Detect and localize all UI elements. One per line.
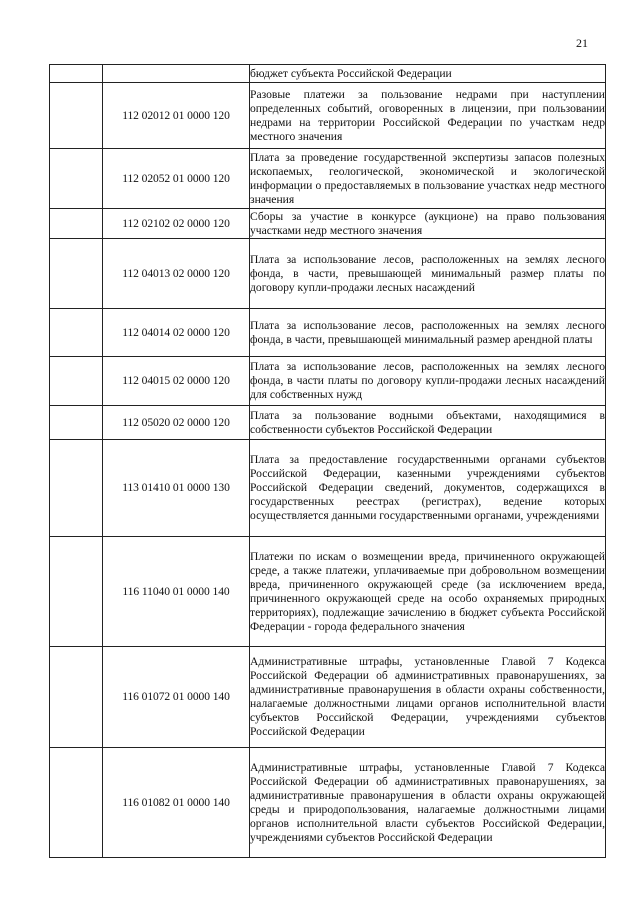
table-row xyxy=(50,309,606,357)
revenue-description-cell: Разовые платежи за пользование недрами при наступлении определенных событий, оговоренных в лицензии, при пользовании недрами на территории Российской Федерации по участкам недр местного значения xyxy=(250,83,606,149)
revenue-description-cell: Плата за проведение государственной экспертизы запасов полезных ископаемых, геологической, экономической и экологической информации о предоставляемых в пользование участках недр местного значения xyxy=(250,149,606,209)
revenue-code-cell: 116 01072 01 0000 140 xyxy=(103,647,250,748)
empty-cell xyxy=(50,406,103,440)
table-row xyxy=(50,440,606,537)
empty-cell xyxy=(50,440,103,537)
revenue-code-cell: 112 04014 02 0000 120 xyxy=(103,309,250,357)
empty-cell xyxy=(50,149,103,209)
table-row xyxy=(50,149,606,209)
revenue-code-cell: 112 04015 02 0000 120 xyxy=(103,357,250,406)
budget-revenue-table xyxy=(49,64,606,858)
revenue-code-cell: 112 05020 02 0000 120 xyxy=(103,406,250,440)
revenue-description-cell: Платежи по искам о возмещении вреда, причиненного окружающей среде, а также платежи, уплачиваемые при добровольном возмещении вреда, причиненного окружающей среде (за исключением вреда, причиненного окружающей среде на особо охраняемых природных территориях), подлежащие зачислению в бюджет субъекта Российской Федерации - города федерального значения xyxy=(250,537,606,647)
revenue-code-cell: 113 01410 01 0000 130 xyxy=(103,440,250,537)
page-number: 21 xyxy=(576,36,588,50)
revenue-description-cell: бюджет субъекта Российской Федерации xyxy=(250,65,606,83)
table-row xyxy=(50,357,606,406)
revenue-code-cell: 116 01082 01 0000 140 xyxy=(103,748,250,858)
empty-cell xyxy=(50,537,103,647)
revenue-description-cell: Плата за предоставление государственными органами субъектов Российской Федерации, казенными учреждениями субъектов Российской Федерации сведений, документов, содержащихся в государственных реестрах (регистрах), ведение которых осуществляется данными государственными органами, учреждениями xyxy=(250,440,606,537)
table-row xyxy=(50,537,606,647)
revenue-code-cell: 112 02052 01 0000 120 xyxy=(103,149,250,209)
table-row xyxy=(50,239,606,309)
revenue-description-cell: Административные штрафы, установленные Главой 7 Кодекса Российской Федерации об административных правонарушениях, за административные правонарушения в области охраны окружающей среды и природопользования, налагаемые должностными лицами органов исполнительной власти субъектов Российской Федерации, учреждениями субъектов Российской Федерации xyxy=(250,748,606,858)
empty-cell xyxy=(50,309,103,357)
revenue-code-cell: 112 02102 02 0000 120 xyxy=(103,209,250,239)
table-row xyxy=(50,83,606,149)
table-row xyxy=(50,748,606,858)
empty-cell xyxy=(50,209,103,239)
empty-cell xyxy=(50,357,103,406)
empty-cell xyxy=(50,65,103,83)
table-row xyxy=(50,647,606,748)
table-row xyxy=(50,209,606,239)
revenue-description-cell: Административные штрафы, установленные Главой 7 Кодекса Российской Федерации об административных правонарушениях, за административные правонарушения в области охраны собственности, налагаемые должностными лицами органов исполнительной власти субъектов Российской Федерации, учреждениями субъектов Российской Федерации xyxy=(250,647,606,748)
revenue-description-cell: Плата за использование лесов, расположенных на землях лесного фонда, в части платы по договору купли-продажи лесных насаждений для собственных нужд xyxy=(250,357,606,406)
table-row xyxy=(50,406,606,440)
revenue-description-cell: Сборы за участие в конкурсе (аукционе) на право пользования участками недр местного значения xyxy=(250,209,605,237)
revenue-description-cell: Плата за пользование водными объектами, находящимися в собственности субъектов Российской Федерации xyxy=(250,406,606,440)
table-row xyxy=(50,65,606,83)
revenue-code-cell: 112 04013 02 0000 120 xyxy=(103,239,250,309)
revenue-description-cell: Плата за использование лесов, расположенных на землях лесного фонда, в части, превышающей минимальный размер арендной платы xyxy=(250,309,606,357)
revenue-code-cell: 112 02012 01 0000 120 xyxy=(103,83,250,149)
empty-cell xyxy=(50,647,103,748)
empty-cell xyxy=(50,83,103,149)
empty-cell xyxy=(50,239,103,309)
revenue-code-cell: 116 11040 01 0000 140 xyxy=(103,537,250,647)
revenue-code-cell xyxy=(103,65,250,83)
revenue-description-cell: Плата за использование лесов, расположенных на землях лесного фонда, в части, превышающей минимальный размер платы по договору купли-продажи лесных насаждений xyxy=(250,239,606,309)
empty-cell xyxy=(50,748,103,858)
